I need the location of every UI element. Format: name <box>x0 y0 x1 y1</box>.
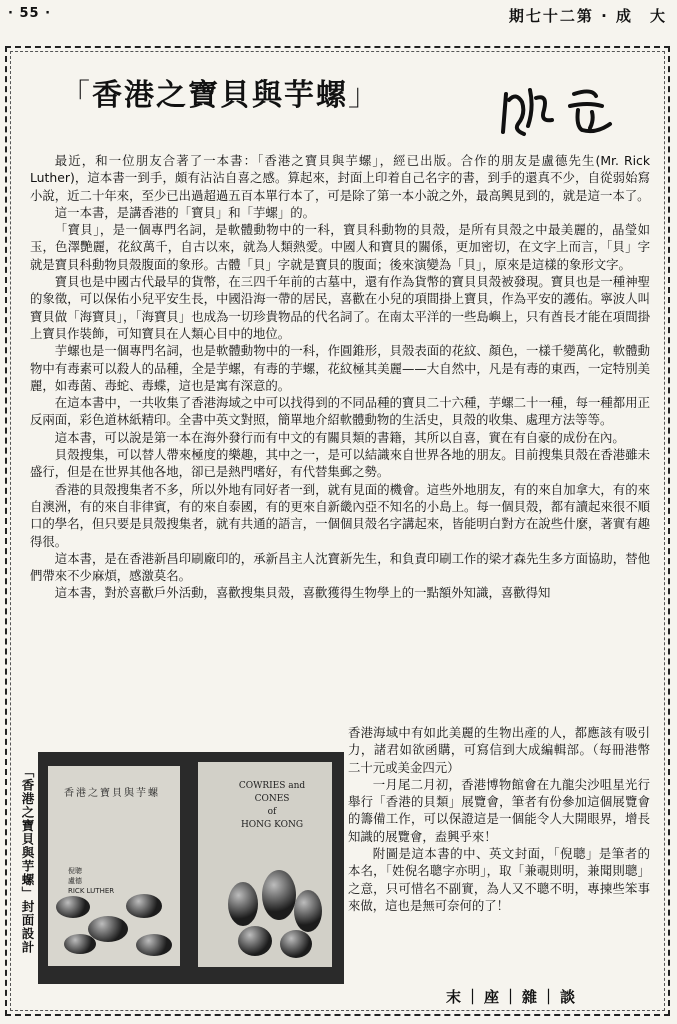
figure-caption: 「香港之寶貝與芋螺」封面設計 <box>20 765 35 954</box>
english-cover-title <box>232 780 312 832</box>
column-name: 末｜座｜雜｜談 <box>446 988 580 1006</box>
cowrie-shell-image <box>136 934 172 956</box>
english-cover <box>198 762 332 967</box>
cover-author-name: 倪聰 <box>68 867 82 875</box>
body-paragraph: 在這本書中，一共收集了香港海域之中可以找得到的不同品種的寶貝二十六種，芋螺二十一種，每一種都用正反兩面，彩色道林紙精印。全書中英文對照，簡單地介紹軟體動物的生活史，貝殼的收集、處理方法等等。 <box>30 395 650 428</box>
wrap-paragraph: 香港海域中有如此美麗的生物出產的人，都應該有吸引力，諸君如欲函購，可寫信到大成編輯部。（每冊港幣二十元或美金四元） <box>348 725 650 775</box>
article-title <box>60 70 380 114</box>
cover-author-name: 盧德 <box>68 877 82 885</box>
cowrie-shell-image <box>56 896 90 918</box>
article-body-wrapped <box>348 724 650 914</box>
cowrie-shell-image <box>126 894 162 918</box>
body-paragraph: 香港的貝殼搜集者不多，所以外地有同好者一到，就有見面的機會。這些外地朋友，有的來自加拿大，有的來自澳洲，有的來自非律賓，有的來自泰國，有的更來自新畿內亞不知名的小島上。每一個貝殼，都有讀起來很不順口的學名，但只要是貝殼搜集者，就有共通的語言，一個個貝殼名字講起來，皆能明白對方在說些什麼，著實有趣得很。 <box>30 481 650 549</box>
body-paragraph: 這本書，是在香港新昌印刷廠印的，承新昌主人沈寶新先生，和負責印刷工作的梁才森先生多方面協助，替他們帶來不少麻煩，感激莫名。 <box>30 550 650 584</box>
body-paragraph: 這本書，可以說是第一本在海外發行而有中文的有關貝類的書籍，其所以自喜，實在有自豪的成份在內。 <box>54 429 625 445</box>
title-close-quote: 」 <box>348 78 380 113</box>
chinese-cover-authors <box>68 866 114 896</box>
body-paragraph: 這本書，對於喜歡戶外活動，喜歡搜集貝殼，喜歡獲得生物學上的一點額外知識，喜歡得知 <box>54 585 551 601</box>
wrap-paragraph: 附圖是這本書的中、英文封面，「倪聰」是筆者的本名，「姓倪名聰字亦明」，取「兼覗則明，兼聞則聰」之意，只可惜名不副實，為人又不聰不明，專揀些笨事來做，這也是無可奈何的了！ <box>348 846 650 913</box>
cover-author-name: RICK LUTHER <box>68 887 115 895</box>
running-head: 期七十二第 · 成 大 <box>508 7 667 25</box>
body-paragraph: 貝殼搜集，可以替人帶來極度的樂趣，其中之一，是可以結識來自世界各地的朋友。目前搜集貝殼在香港雖未盛行，但是在世界其他各地，卻已是熱門嗜好，有代替集郵之勢。 <box>30 447 650 480</box>
page-number: · 55 · <box>8 6 52 21</box>
wrap-paragraph: 一月尾二月初，香港博物館會在九龍尖沙咀星光行舉行「香港的貝類」展覽會，筆者有份參加這個展覽會的籌備工作，可以保證這是一個能令人大開眼界，增長知識的展覽會，盍興乎來！ <box>348 776 650 844</box>
chinese-cover-title: 香港之寶貝與芋螺 <box>64 788 160 799</box>
article-body <box>30 152 650 602</box>
body-paragraph: 寶貝也是中國古代最早的貨幣，在三四千年前的古墓中，還有作為貨幣的寶貝貝殼被發現。寶貝也是一種神聖的象徵，可以保佑小兒平安生長，中國沿海一帶的居民，喜歡在小兒的項間掛上寶貝，作為平安的護佑。寧波人叫寶貝做「海寶貝」，「海寶貝」也成為一切珍貴物品的代名詞了。在南太平洋的一些島嶼上，只有酋長才能在項間掛上寶貝作裝飾，可知寶貝在人類心目中的地位。 <box>30 274 650 341</box>
cone-shell-image <box>294 890 322 932</box>
chinese-cover <box>48 766 180 966</box>
book-cover-photo <box>38 752 344 984</box>
cowrie-shell-image <box>88 916 128 942</box>
english-cover-title-line: HONG KONG <box>240 820 304 830</box>
body-paragraph: 這一本書，是講香港的「寶貝」和「芋螺」的。 <box>54 204 315 220</box>
author-signature <box>500 80 630 140</box>
body-paragraph: 最近，和一位朋友合著了一本書：「香港之寶貝與芋螺」，經已出版。合作的朋友是盧德先生(Mr. Rick Luther)，這本書一到手，頗有沾沾自喜之感。算起來，封面上印着自己名字的書，到手的還真不少，自從弱始寫小說，近二十年來，至少已出過超過五百本單行本了，可是除了第一本小說之外，最高興見到的，就是這一本了。 <box>30 153 650 203</box>
english-cover-title-line: of <box>267 807 277 817</box>
title-text: 香港之寶貝與芋螺 <box>92 78 348 113</box>
cone-shell-image <box>228 882 258 926</box>
english-cover-title-line: COWRIES and CONES <box>238 781 306 804</box>
cowrie-shell-image <box>64 934 96 954</box>
cone-shell-image <box>262 870 296 920</box>
body-paragraph: 「寶貝」，是一個專門名詞，是軟體動物中的一科，寶貝科動物的貝殼，是所有貝殼之中最美麗的，晶瑩如玉，色澤艷麗，花紋萬千，自古以來，就為人類熱愛。中國人和寶貝的關係，更加密切，在文字上而言，「貝」字就是寶貝科動物貝殼腹面的象形。古體「貝」字就是寶貝的腹面；後來演變為「貝」，原來是這樣的象形文字。 <box>30 222 650 272</box>
cone-shell-image <box>280 930 312 958</box>
body-paragraph: 芋螺也是一個專門名詞，也是軟體動物中的一科，作圓錐形，貝殼表面的花紋、顏色，一樣千變萬化，軟體動物中有毒素可以殺人的品種，全是芋螺，有毒的芋螺，花紋極其美麗——大自然中，凡是有毒的東西，一定特別美麗，如毒菌、毒蛇、毒蝶，這也是寓有深意的。 <box>30 343 650 393</box>
cone-shell-image <box>238 926 272 956</box>
title-open-quote: 「 <box>60 78 92 113</box>
